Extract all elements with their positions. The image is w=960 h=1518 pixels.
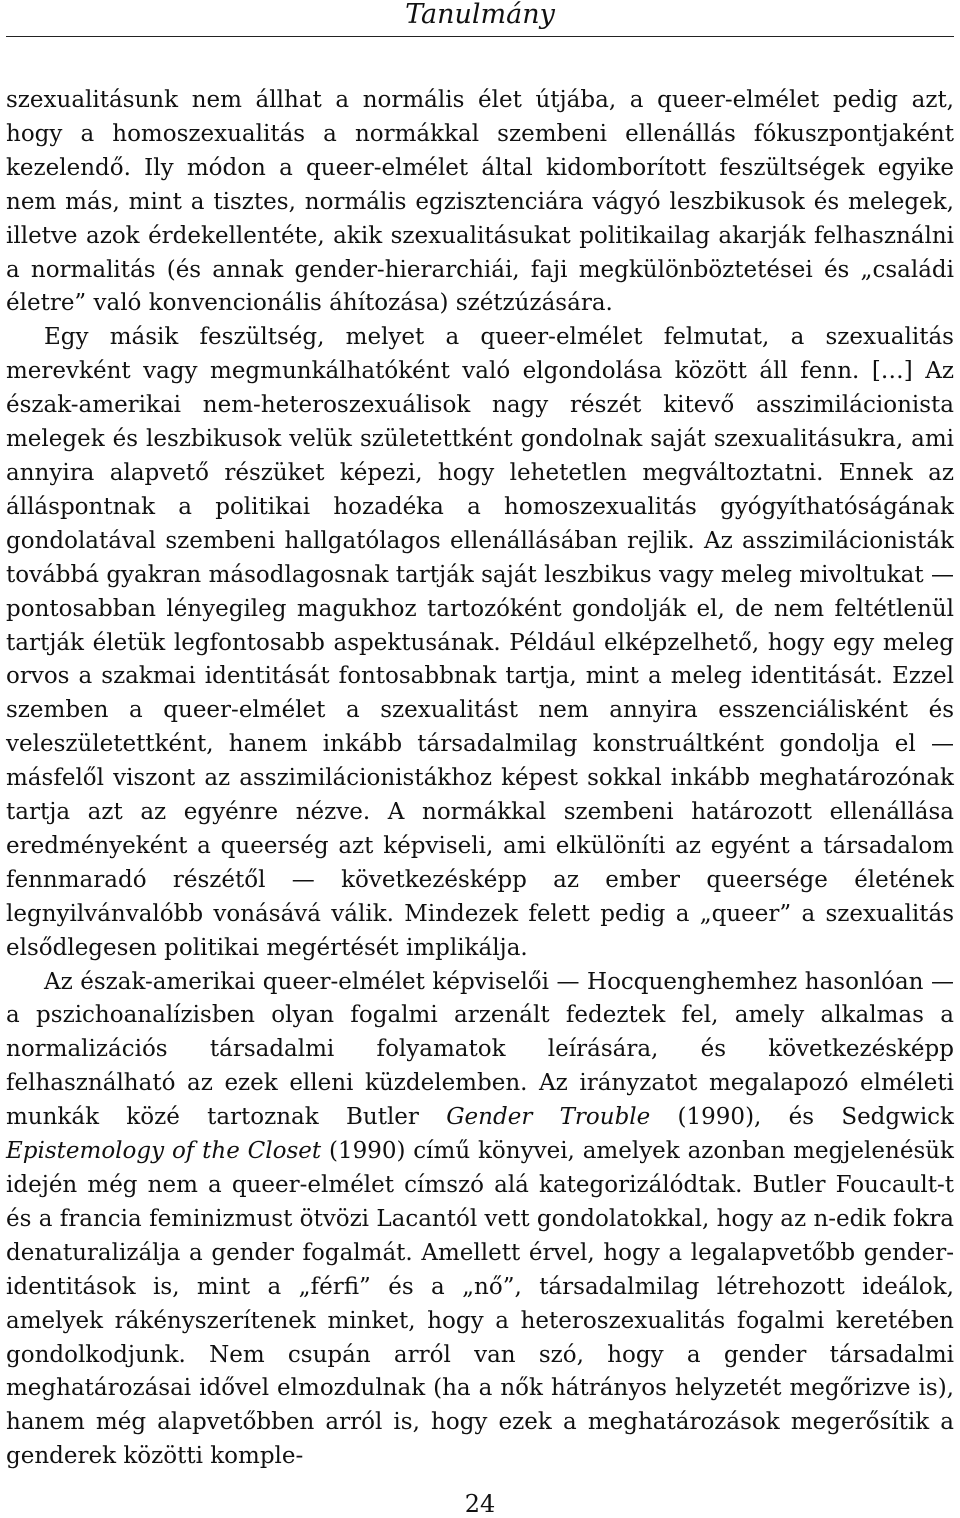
header-rule bbox=[6, 36, 954, 37]
paragraph-3 bbox=[6, 966, 954, 1475]
book-title-epistemology: Epistemology of the Closet bbox=[6, 1138, 322, 1165]
running-title: Tanulmány bbox=[405, 0, 555, 30]
paragraph-text: szexualitásunk nem állhat a normális élet útjába, a queer-elmélet pedig azt, hogy a homoszexualitás a normákkal szembeni ellenállás fókuszpontjaként kezelendő. Ily módon a queer-elmélet által kidomborított feszültségek egyike nem más, mint a tisztes, normális egzisztenciára vágyó leszbikusok és melegek, illetve azok érdekellentéte, akik szexualitásukat politikailag akarják felhasználni a normalitás (és annak gender-hierarchiái, faji megkülönböztetései és „családi életre” való konvencionális áhítozása) szétzúzására. bbox=[6, 87, 954, 317]
page-number bbox=[0, 1490, 960, 1518]
paragraph-text: Egy másik feszültség, melyet a queer-elmélet felmutat, a szexualitás merevként vagy megmunkálhatóként való elgondolása között áll fenn. […] Az észak-amerikai nem-heteroszexuálisok nagy részét kitevő asszimilácionista melegek és leszbikusok velük születettként gondolnak saját szexualitásukra, ami annyira alapvető részüket képezi, hogy lehetetlen megváltoztatni. Ennek az álláspontnak a politikai hozadéka a homoszexualitás gyógyíthatóságának gondolatával szembeni hallgatólagos ellenállásában rejlik. Az asszimilácionisták továbbá gyakran másodlagosnak tartják saját leszbikus vagy meleg mivoltukat — pontosabban lényegileg magukhoz tartozóként gondolják el, de nem feltétlenül tartják életük legfontosabb aspektusának. Például elképzelhető, hogy egy meleg orvos a szakmai identitását fontosabbnak tartja, mint a meleg identitását. Ezzel szemben a queer-elmélet a szexualitást nem annyira esszenciálisként és veleszületettként, hanem inkább társadalmilag konstruáltként gondolja el — másfelől viszont az asszimilácionistákhoz képest sokkal inkább meghatározónak tartja azt az egyénre nézve. A normákkal szembeni határozott ellenállása eredményeként a queerség azt képviseli, ami elkülöníti az egyént a társadalom fennmaradó részétől — következésképp az ember queersége életének legnyilvánvalóbb vonásává válik. Mindezek felett pedig a „queer” a szexualitás elsődlegesen politikai megértését implikálja. bbox=[6, 324, 954, 961]
page-number-text: 24 bbox=[464, 1490, 496, 1518]
paragraph-1 bbox=[6, 84, 954, 321]
paragraph-text: (1990) című könyvei, amelyek azonban megjelenésük idején még nem a queer-elmélet címszó alá kategorizálódtak. Butler Foucault-t és a francia feminizmust ötvözi Lacantól vett gondolatokkal, hogy az n-edik fokra denaturalizálja a gender fogalmát. Amellett érvel, hogy a legalapvetőbb gender-identitások is, mint a „férfi” és a „nő”, társadalmilag létrehozott ideálok, amelyek rákényszerítenek minket, hogy a heteroszexualitás fogalmi keretében gondolkodjunk. Nem csupán arról van szó, hogy a gender társadalmi meghatározásai idővel elmozdulnak (ha a nők hátrányos helyzetét megőrizve is), hanem még alapvetőbben arról is, hogy ezek a meghatározások megerősítik a genderek közötti komple- bbox=[6, 1138, 954, 1470]
paragraph-text: (1990), és Sedgwick bbox=[650, 1104, 954, 1131]
paragraph-2 bbox=[6, 321, 954, 965]
paragraph-text: Az észak-amerikai queer-elmélet képviselői — Hocquenghemhez hasonlóan — a pszichoanalízisben olyan fogalmi arzenált fedeztek fel, amely alkalmas a normalizációs társadalmi folyamatok leírására, és következésképp felhasználható az ezek elleni küzdelemben. Az irányzatot megalapozó elméleti munkák közé tartoznak Butler bbox=[6, 968, 954, 1131]
book-title-gender-trouble: Gender Trouble bbox=[446, 1104, 651, 1131]
body-text bbox=[6, 84, 954, 1474]
running-head bbox=[0, 0, 960, 34]
